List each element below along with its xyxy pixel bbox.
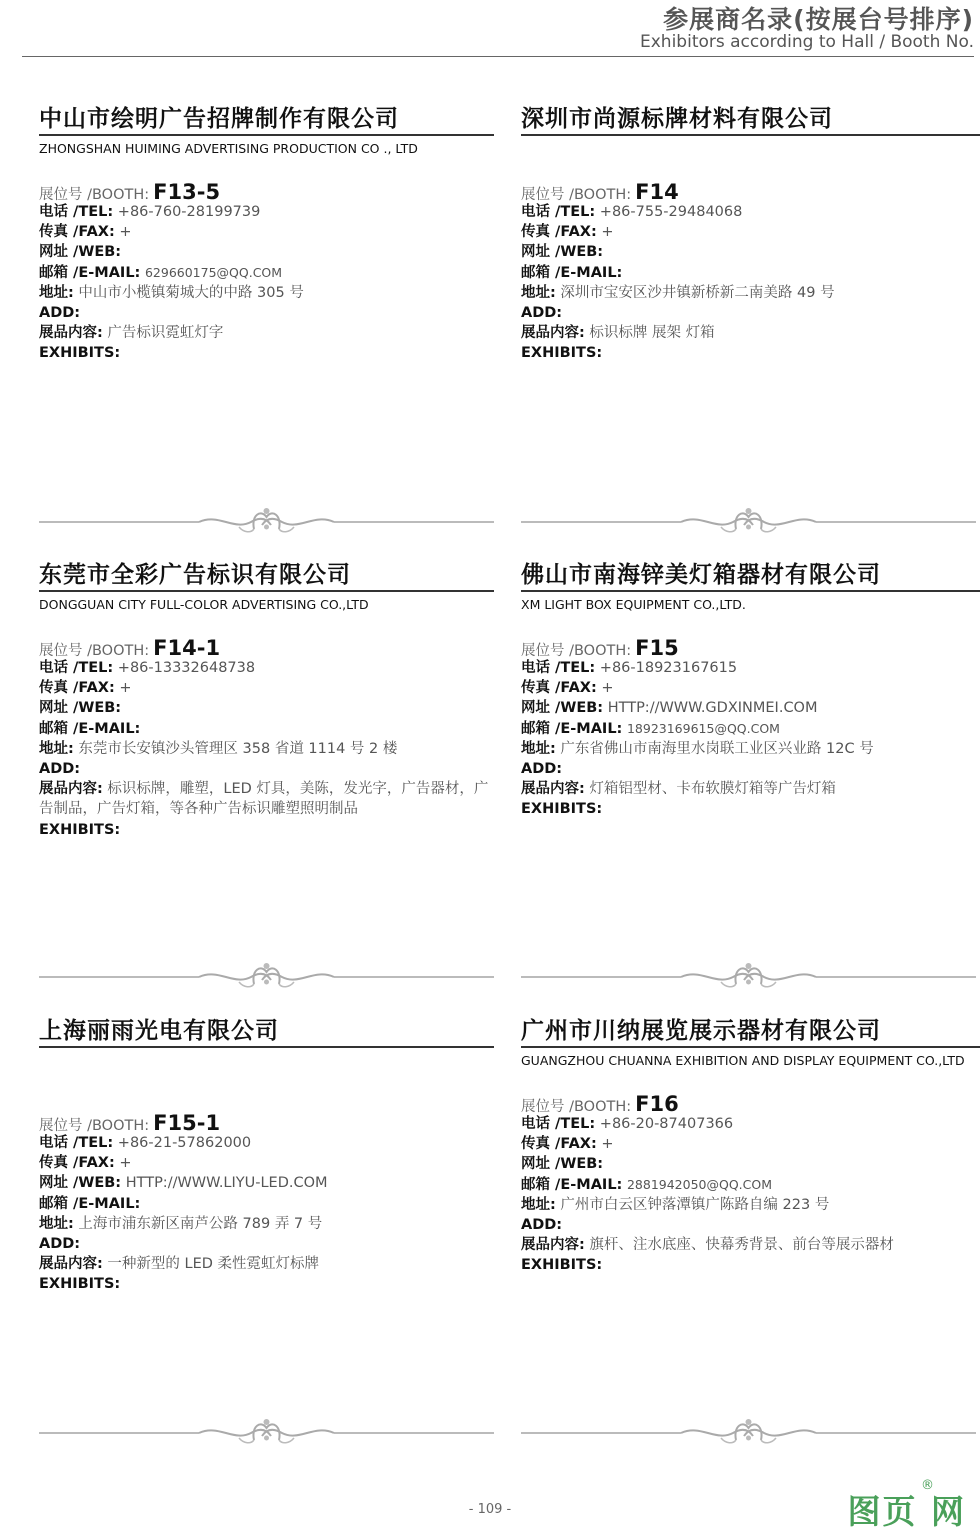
company-name-cn: 佛山市南海锌美灯箱器材有限公司	[521, 562, 881, 588]
web-row: 网址 /WEB:	[39, 244, 122, 261]
exhibitor-card	[521, 104, 976, 364]
exhibits-row: 展品内容: 灯箱铝型材、卡布软膜灯箱等广告灯箱	[521, 781, 836, 798]
tel-row: 电话 /TEL: +86-20-87407366	[521, 1116, 734, 1132]
company-name-cn: 中山市绘明广告招牌制作有限公司	[39, 106, 399, 132]
email-row: 邮箱 /E-MAIL:	[39, 1195, 141, 1212]
exhibits-row: 展品内容: 广告标识霓虹灯字	[39, 325, 224, 342]
exhibitor-card	[521, 1016, 976, 1276]
fax-row: 传真 /FAX: +	[39, 1155, 132, 1172]
booth-row: 展位号 /BOOTH: F15-1	[39, 1111, 221, 1135]
fax-row: 传真 /FAX: +	[39, 224, 132, 241]
page-title: 参展商名录(按展台号排序)	[663, 5, 974, 34]
company-name-cn: 东莞市全彩广告标识有限公司	[39, 562, 351, 588]
add-row: ADD:	[39, 761, 81, 778]
booth-number: F14-1	[153, 636, 221, 660]
booth-number: F15-1	[153, 1111, 221, 1135]
address-row: 地址: 中山市小榄镇菊城大的中路 305 号	[39, 284, 304, 301]
page-number: - 109 -	[468, 1502, 512, 1517]
booth-number: F16	[635, 1092, 679, 1116]
company-name-cn: 上海丽雨光电有限公司	[39, 1018, 279, 1044]
add-row: ADD:	[39, 305, 81, 322]
address-row: 地址: 广州市白云区钟落潭镇广陈路自编 223 号	[521, 1196, 830, 1213]
ornament-divider	[39, 1416, 494, 1450]
title-divider	[521, 590, 980, 592]
fax-row: 传真 /FAX: +	[521, 224, 614, 241]
exhibits-en-row: EXHIBITS:	[39, 821, 121, 838]
fax-row: 传真 /FAX: +	[521, 1136, 614, 1153]
header-divider	[22, 56, 974, 57]
exhibitor-card	[521, 560, 976, 820]
exhibits-row: 展品内容: 标识标牌 展架 灯箱	[521, 325, 715, 342]
address-row: 地址: 上海市浦东新区南芦公路 789 弄 7 号	[39, 1215, 323, 1232]
email-row: 邮箱 /E-MAIL: 2881942050@QQ.COM	[521, 1176, 773, 1193]
company-name-en	[39, 1051, 494, 1089]
email-row: 邮箱 /E-MAIL:	[521, 264, 623, 281]
exhibitor-card	[39, 1016, 494, 1295]
add-row: ADD:	[521, 1217, 563, 1234]
company-name-en: XM LIGHT BOX EQUIPMENT CO.,LTD.	[521, 597, 746, 612]
exhibits-row: 展品内容: 一种新型的 LED 柔性霓虹灯标牌	[39, 1256, 320, 1273]
booth-number: F14	[635, 180, 679, 204]
tel-row: 电话 /TEL: +86-755-29484068	[521, 204, 743, 220]
company-name-en: DONGGUAN CITY FULL-COLOR ADVERTISING CO.,LTD	[39, 597, 369, 612]
watermark-logo: 图页 网	[847, 1492, 966, 1531]
fax-row: 传真 /FAX: +	[39, 680, 132, 697]
exhibits-en-row: EXHIBITS:	[521, 801, 603, 818]
web-row: 网址 /WEB: HTTP://WWW.LIYU-LED.COM	[39, 1175, 328, 1192]
booth-row: 展位号 /BOOTH: F15	[521, 636, 679, 660]
company-name-en	[521, 139, 976, 158]
booth-row: 展位号 /BOOTH: F14	[521, 180, 679, 204]
page-subtitle: Exhibitors according to Hall / Booth No.	[640, 32, 974, 52]
exhibitor-card	[39, 560, 494, 840]
add-row: ADD:	[39, 1236, 81, 1253]
company-name-cn: 广州市川纳展览展示器材有限公司	[521, 1018, 881, 1044]
exhibits-en-row: EXHIBITS:	[521, 1257, 603, 1274]
registered-mark: ®	[921, 1478, 934, 1493]
company-name-cn: 深圳市尚源标牌材料有限公司	[521, 106, 833, 132]
title-divider	[521, 134, 980, 136]
address-row: 地址: 广东省佛山市南海里水岗联工业区兴业路 12C 号	[521, 740, 874, 757]
add-row: ADD:	[521, 305, 563, 322]
tel-row: 电话 /TEL: +86-18923167615	[521, 660, 738, 676]
title-divider	[39, 134, 494, 136]
email-row: 邮箱 /E-MAIL:	[39, 720, 141, 737]
exhibits-en-row: EXHIBITS:	[39, 1276, 121, 1293]
title-divider	[39, 1046, 494, 1048]
web-row: 网址 /WEB:	[521, 1156, 604, 1173]
ornament-divider	[521, 960, 976, 994]
ornament-divider	[521, 505, 976, 539]
booth-number: F13-5	[153, 180, 221, 204]
ornament-divider	[521, 1416, 976, 1450]
exhibits-row: 展品内容: 旗杆、注水底座、快幕秀背景、前台等展示器材	[521, 1237, 894, 1254]
booth-row: 展位号 /BOOTH: F13-5	[39, 180, 221, 204]
exhibits-en-row: EXHIBITS:	[521, 345, 603, 362]
exhibits-en-row: EXHIBITS:	[39, 345, 121, 362]
web-row: 网址 /WEB:	[39, 700, 122, 717]
booth-row: 展位号 /BOOTH: F14-1	[39, 636, 221, 660]
exhibits-row: 展品内容: 标识标牌，雕塑，LED 灯具，美陈，发光字，广告器材，广告制品，广告灯箱，等各种广告标识雕塑照明制品	[39, 781, 489, 818]
address-row: 地址: 深圳市宝安区沙井镇新桥新二南美路 49 号	[521, 284, 835, 301]
fax-row: 传真 /FAX: +	[521, 680, 614, 697]
web-row: 网址 /WEB: HTTP://WWW.GDXINMEI.COM	[521, 700, 818, 717]
email-row: 邮箱 /E-MAIL: 629660175@QQ.COM	[39, 264, 283, 281]
title-divider	[39, 590, 494, 592]
title-divider	[521, 1046, 980, 1048]
address-row: 地址: 东莞市长安镇沙头管理区 358 省道 1114 号 2 楼	[39, 740, 398, 757]
add-row: ADD:	[521, 761, 563, 778]
tel-row: 电话 /TEL: +86-760-28199739	[39, 204, 261, 220]
booth-number: F15	[635, 636, 679, 660]
company-name-en: GUANGZHOU CHUANNA EXHIBITION AND DISPLAY EQUIPMENT CO.,LTD	[521, 1053, 965, 1068]
tel-row: 电话 /TEL: +86-21-57862000	[39, 1135, 252, 1151]
email-row: 邮箱 /E-MAIL: 18923169615@QQ.COM	[521, 720, 780, 737]
company-name-en: ZHONGSHAN HUIMING ADVERTISING PRODUCTION CO ., LTD	[39, 141, 418, 156]
web-row: 网址 /WEB:	[521, 244, 604, 261]
ornament-divider	[39, 505, 494, 539]
exhibitor-card	[39, 104, 494, 364]
booth-row: 展位号 /BOOTH: F16	[521, 1092, 679, 1116]
tel-row: 电话 /TEL: +86-13332648738	[39, 660, 256, 676]
ornament-divider	[39, 960, 494, 994]
